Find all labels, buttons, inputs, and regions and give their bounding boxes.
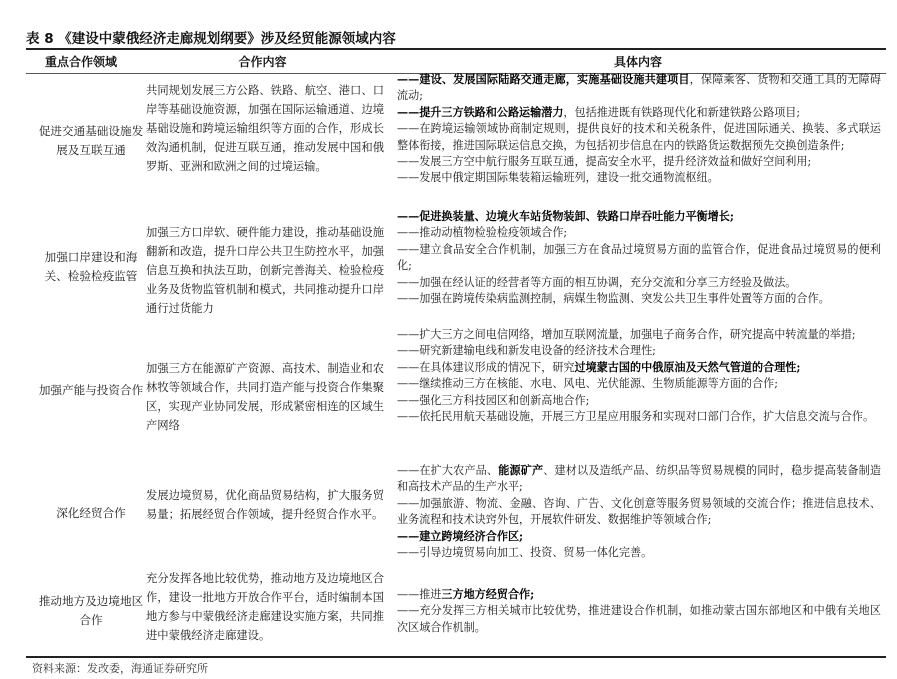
detail-line: ——加强在经认证的经营者等方面的相互协调，充分交流和分享三方经验及做法。 xyxy=(397,275,797,289)
row-area: 加强口岸建设和海关、检验检疫监管 xyxy=(44,250,138,283)
table-row xyxy=(26,69,886,207)
row-area: 推动地方及边境地区合作 xyxy=(38,594,144,627)
detail-line: ——发展中俄定期国际集装箱运输班列，建设一批交通物流枢纽。 xyxy=(397,171,719,185)
detail-line: ——发展三方空中航行服务互联互通，提高安全水平，提升经济效益和做好空间利用; xyxy=(397,155,812,169)
row-area: 深化经贸合作 xyxy=(56,505,126,520)
header-area: 重点合作领域 xyxy=(44,55,117,69)
row-detail xyxy=(397,327,881,425)
detail-line: ——建设、发展国际陆路交通走廊，实施基础设施共建项目，保障乘客、货物和交通工具的无障碍流动; xyxy=(397,73,881,103)
detail-line: ——加强在跨境传染病监测控制，病媒生物监测、突发公共卫生事件处置等方面的合作。 xyxy=(397,292,830,306)
header-detail: 具体内容 xyxy=(613,55,662,69)
row-detail xyxy=(397,209,881,307)
detail-line: ——推动动植物检验检疫领域合作; xyxy=(397,226,568,240)
row-content: 共同规划发展三方公路、铁路、航空、港口、口岸等基础设施资源，加强在国际运输通道、边境基础设施和跨境运输组织等方面的合作，形成长效沟通机制，促进互联互通，推动发展中国和俄罗斯、亚洲和欧洲之间的过境运输。 xyxy=(146,84,384,173)
detail-line: ——加强旅游、物流、金融、咨询、广告、文化创意等服务贸易领域的交流合作；推进信息技术、业务流程和技术诀窍外包，开展软件研发、数据维护等领域合作; xyxy=(397,496,881,527)
detail-line: ——推进三方地方经贸合作; xyxy=(397,588,535,601)
row-detail xyxy=(397,72,881,187)
source-note: 资料来源：发改委，海通证券研究所 xyxy=(32,662,208,675)
table-row xyxy=(26,325,886,463)
bottom-rule xyxy=(26,656,886,658)
detail-line: ——继续推动三方在核能、水电、风电、光伏能源、生物质能源等方面的合作; xyxy=(397,377,778,391)
detail-line: ——充分发挥三方相关城市比较优势，推进建设合作机制，如推动蒙古国东部地区和中俄有关地区次区域合作机制。 xyxy=(397,604,881,634)
row-content: 充分发挥各地比较优势，推动地方及边境地区合作，建设一批地方开放合作平台，适时编制本国地方参与中蒙俄经济走廊建设实施方案，共同推进中蒙俄经济走廊建设。 xyxy=(146,572,384,642)
detail-line: ——扩大三方之间电信网络，增加互联网流量，加强电子商务合作，研究提高中转流量的举措; xyxy=(397,328,856,341)
table-title: 表 8 《建设中蒙俄经济走廊规划纲要》涉及经贸能源领域内容 xyxy=(26,31,396,47)
detail-line: ——依托民用航天基础设施，开展三方卫星应用服务和实现对口部门合作，扩大信息交流与合作。 xyxy=(397,410,875,424)
detail-line: ——研究新建输电线和新发电设备的经济技术合理性; xyxy=(397,344,656,358)
detail-line: ——提升三方铁路和公路运输潜力，包括推进既有铁路现代化和新建铁路公路项目; xyxy=(397,105,801,119)
detail-line: ——在跨境运输领域协商制定规则，提供良好的技术和关税条件，促进国际通关、换装、多式联运整体衔接，推进国际联运信息交换，为包括初步信息在内的铁路货运数据预先交换创造条件; xyxy=(397,122,881,152)
row-content: 加强三方口岸软、硬件能力建设，推动基础设施翻新和改造，提升口岸公共卫生防控水平，加强信息互换和执法互助，创新完善海关、检验检疫业务及货物监管机制和模式，共同推动提升口岸通行过货能力 xyxy=(146,226,384,315)
row-area: 促进交通基础设施发展及互联互通 xyxy=(38,124,144,157)
detail-line: ——在具体建议形成的情况下，研究过境蒙古国的中俄原油及天然气管道的合理性; xyxy=(397,360,801,374)
detail-line: ——在扩大农产品、能源矿产、建材以及造纸产品、纺织品等贸易规模的同时，稳步提高装备制造和高技术产品的生产水平; xyxy=(397,464,881,494)
table-row xyxy=(26,463,886,567)
detail-line: ——引导边境贸易向加工、投资、贸易一体化完善。 xyxy=(397,546,653,560)
table-row xyxy=(26,567,886,656)
row-content: 加强三方在能源矿产资源、高技术、制造业和农林牧等领域合作，共同打造产能与投资合作集聚区，实现产业协同发展，形成紧密相连的区域生产网络 xyxy=(146,362,384,432)
row-detail xyxy=(397,587,881,636)
detail-line: ——强化三方科技园区和创新高地合作; xyxy=(397,393,590,407)
row-area: 加强产能与投资合作 xyxy=(38,382,144,397)
row-detail xyxy=(397,463,881,561)
detail-line: ——促进换装量、边境火车站货物装卸、铁路口岸吞吐能力平衡增长; xyxy=(397,210,734,223)
header-content: 合作内容 xyxy=(238,55,287,69)
top-rule xyxy=(26,48,886,50)
table-row xyxy=(26,207,886,325)
detail-line: ——建立食品安全合作机制，加强三方在食品过境贸易方面的监管合作，促进食品过境贸易的便利化; xyxy=(397,242,881,273)
row-content: 发展边境贸易，优化商品贸易结构，扩大服务贸易量；拓展经贸合作领域，提升经贸合作水平。 xyxy=(146,489,384,521)
detail-line: ——建立跨境经济合作区; xyxy=(397,529,524,543)
